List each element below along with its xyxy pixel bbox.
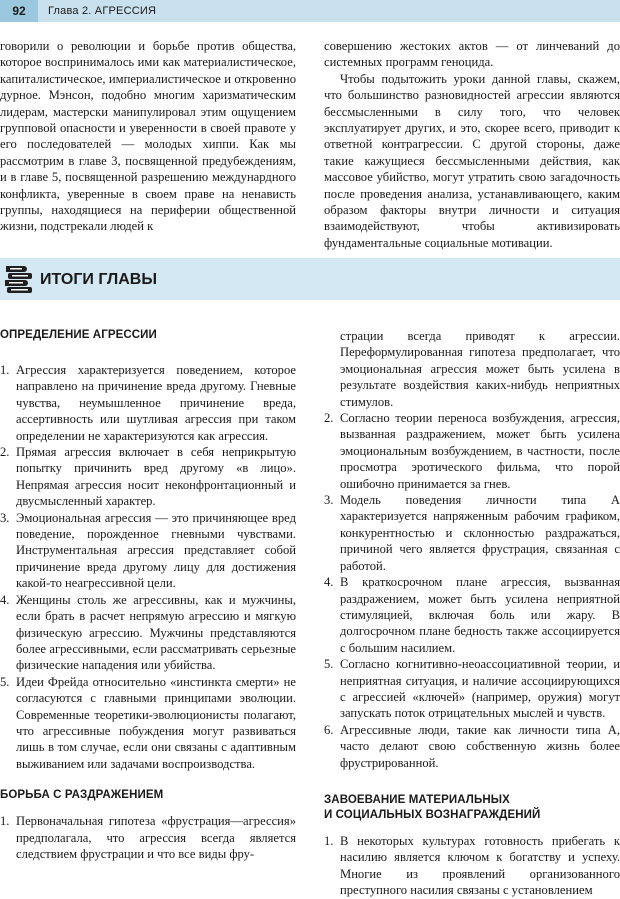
- list-item: 4. Женщины столь же агрессивны, как и мужчины, если брать в расчет непрямую агрессию и мягкую физическую агрессию. Мужчины представляются более агрессивными, если рассматривать серьезные физические нападения или убийства.: [0, 592, 296, 673]
- section-heading: ОПРЕДЕЛЕНИЕ АГРЕССИИ: [0, 329, 157, 341]
- list-item: 5. Согласно когнитивно-неоассоциативной теории, и неприятная ситуация, и наличие ассоциирующихся с агрессией «ключей» (например, оружия) могут запускать поток отрицательных мыслей и чувств.: [324, 657, 620, 721]
- top-right-column: [324, 38, 620, 251]
- section-heading: ЗАВОЕВАНИЕ МАТЕРИАЛЬНЫХ И СОЦИАЛЬНЫХ ВОЗНАГРАЖДЕНИЙ: [324, 793, 541, 821]
- summary-list: [324, 833, 620, 899]
- top-left-column: [0, 38, 296, 235]
- books-stack-icon: [4, 262, 34, 296]
- paragraph: говорили о революции и борьбе против общества, которое воспринималось ими как материалистическое, капиталистическое, империалистическое и откровенно дурное. Мэнсон, подобно многим харизматическим лидерам, мастерски манипулировал этим ощущением групповой опасности и уверенности в своей правоте у его последователей — молодых хиппи. Как мы рассмотрим в главе 3, посвященной предубеждениям, и в главе 5, посвященной разрешению междунардного конфликта, уверенные в своем праве на ненависть группы, находящиеся на периферии общественной жизни, подстрекали людей к: [0, 39, 296, 234]
- chapter-title: Глава 2. АГРЕССИЯ: [48, 5, 157, 17]
- list-item: 1. Агрессия характеризуется поведением, которое направлено на причинение вреда другому. Гневные чувства, неумышленное причинение вреда, ассертивность или шутливая агрессия при таком определении не характеризуются как агрессия.: [0, 363, 296, 443]
- summary-left-column: [0, 328, 296, 862]
- paragraph-continued: совершению жестоких актов — от линчеваний до системных программ геноцида.: [324, 39, 620, 70]
- section-heading: БОРЬБА С РАЗДРАЖЕНИЕМ: [0, 789, 164, 802]
- list-item: 2. Согласно теории переноса возбуждения, агрессия, вызванная раздражением, может быть усилена эмоциональным возбуждением, в частности, после просмотра эротического фильма, что порой ошибочно принимается за гнев.: [324, 411, 620, 491]
- summary-right-column: [324, 328, 620, 899]
- list-item-continued: страции всегда приводят к агрессии. Переформулированная гипотеза предполагает, что эмоциональная агрессия может быть усилена в результате воздействия каких-нибудь неприятных стимулов.: [340, 329, 620, 409]
- summary-list: [0, 813, 296, 862]
- list-item: 3. Модель поведения личности типа А характеризуется напряженным рабочим графиком, конкурентностью и склонностью раздражаться, причиной чего является фрустрация, связанная с работой.: [324, 493, 620, 573]
- summary-list: [324, 410, 620, 771]
- list-item: 5. Идеи Фрейда относительно «инстинкта смерти» не согласуются с главными принципами эволюции. Современные теоретики-эволюционисты полагают, что агрессивные побуждения могут развиваться лишь в том случае, если они связаны с адаптивным выживанием или задачами воспроизводства.: [0, 674, 296, 771]
- list-item: 3. Эмоциональная агрессия — это причиняющее вред поведение, порожденное гневными чувствами. Инструментальная агрессия представляет собой причинение вреда другому лицу для достижения какой-то неагрессивной цели.: [0, 510, 296, 591]
- summary-list: [0, 362, 296, 772]
- list-item: 2. Прямая агрессия включает в себя неприкрытую попытку причинить вред другому «в лицо». Непрямая агрессия носит неконфронтационный и двусмысленный характер.: [0, 445, 296, 509]
- page-number: 92: [0, 0, 38, 22]
- summary-title: ИТОГИ ГЛАВЫ: [40, 271, 158, 288]
- list-item: 1. Первоначальная гипотеза «фрустрация—агрессия» предполагала, что агрессия всегда является следствием фрустрации и что все виды фру-: [0, 814, 296, 861]
- list-item: 4. В краткосрочном плане агрессия, вызванная раздражением, может быть усилена неприятной стимуляцией, включая боль или жару. В долгосрочном плане бедность также ассоциируется с большим насилием.: [324, 575, 620, 655]
- list-item: 1. В некоторых культурах готовность прибегать к насилию является ключом к богатству и успеху. Многие из проявлений организованного преступного насилия связаны с установлением: [324, 833, 620, 898]
- paragraph: Чтобы подытожить уроки данной главы, скажем, что большинство разновидностей агрессии являются бессмысленными в силу того, что человек эксплуатирует других, и это, скорее всего, приводит к ответной контрагрессии. С другой стороны, даже такие кажущиеся бессмысленными действия, как массовое убийство, могут утратить свою загадочность после проведения анализа, устанавливающего, каким образом факторы внутри личности и ситуация взаимодействуют, чтобы активизировать фундаментальные социальные мотивации.: [324, 71, 620, 250]
- list-item: 6. Агрессивные люди, такие как личности типа А, часто делают свою собственную жизнь более фрустрированной.: [324, 722, 620, 770]
